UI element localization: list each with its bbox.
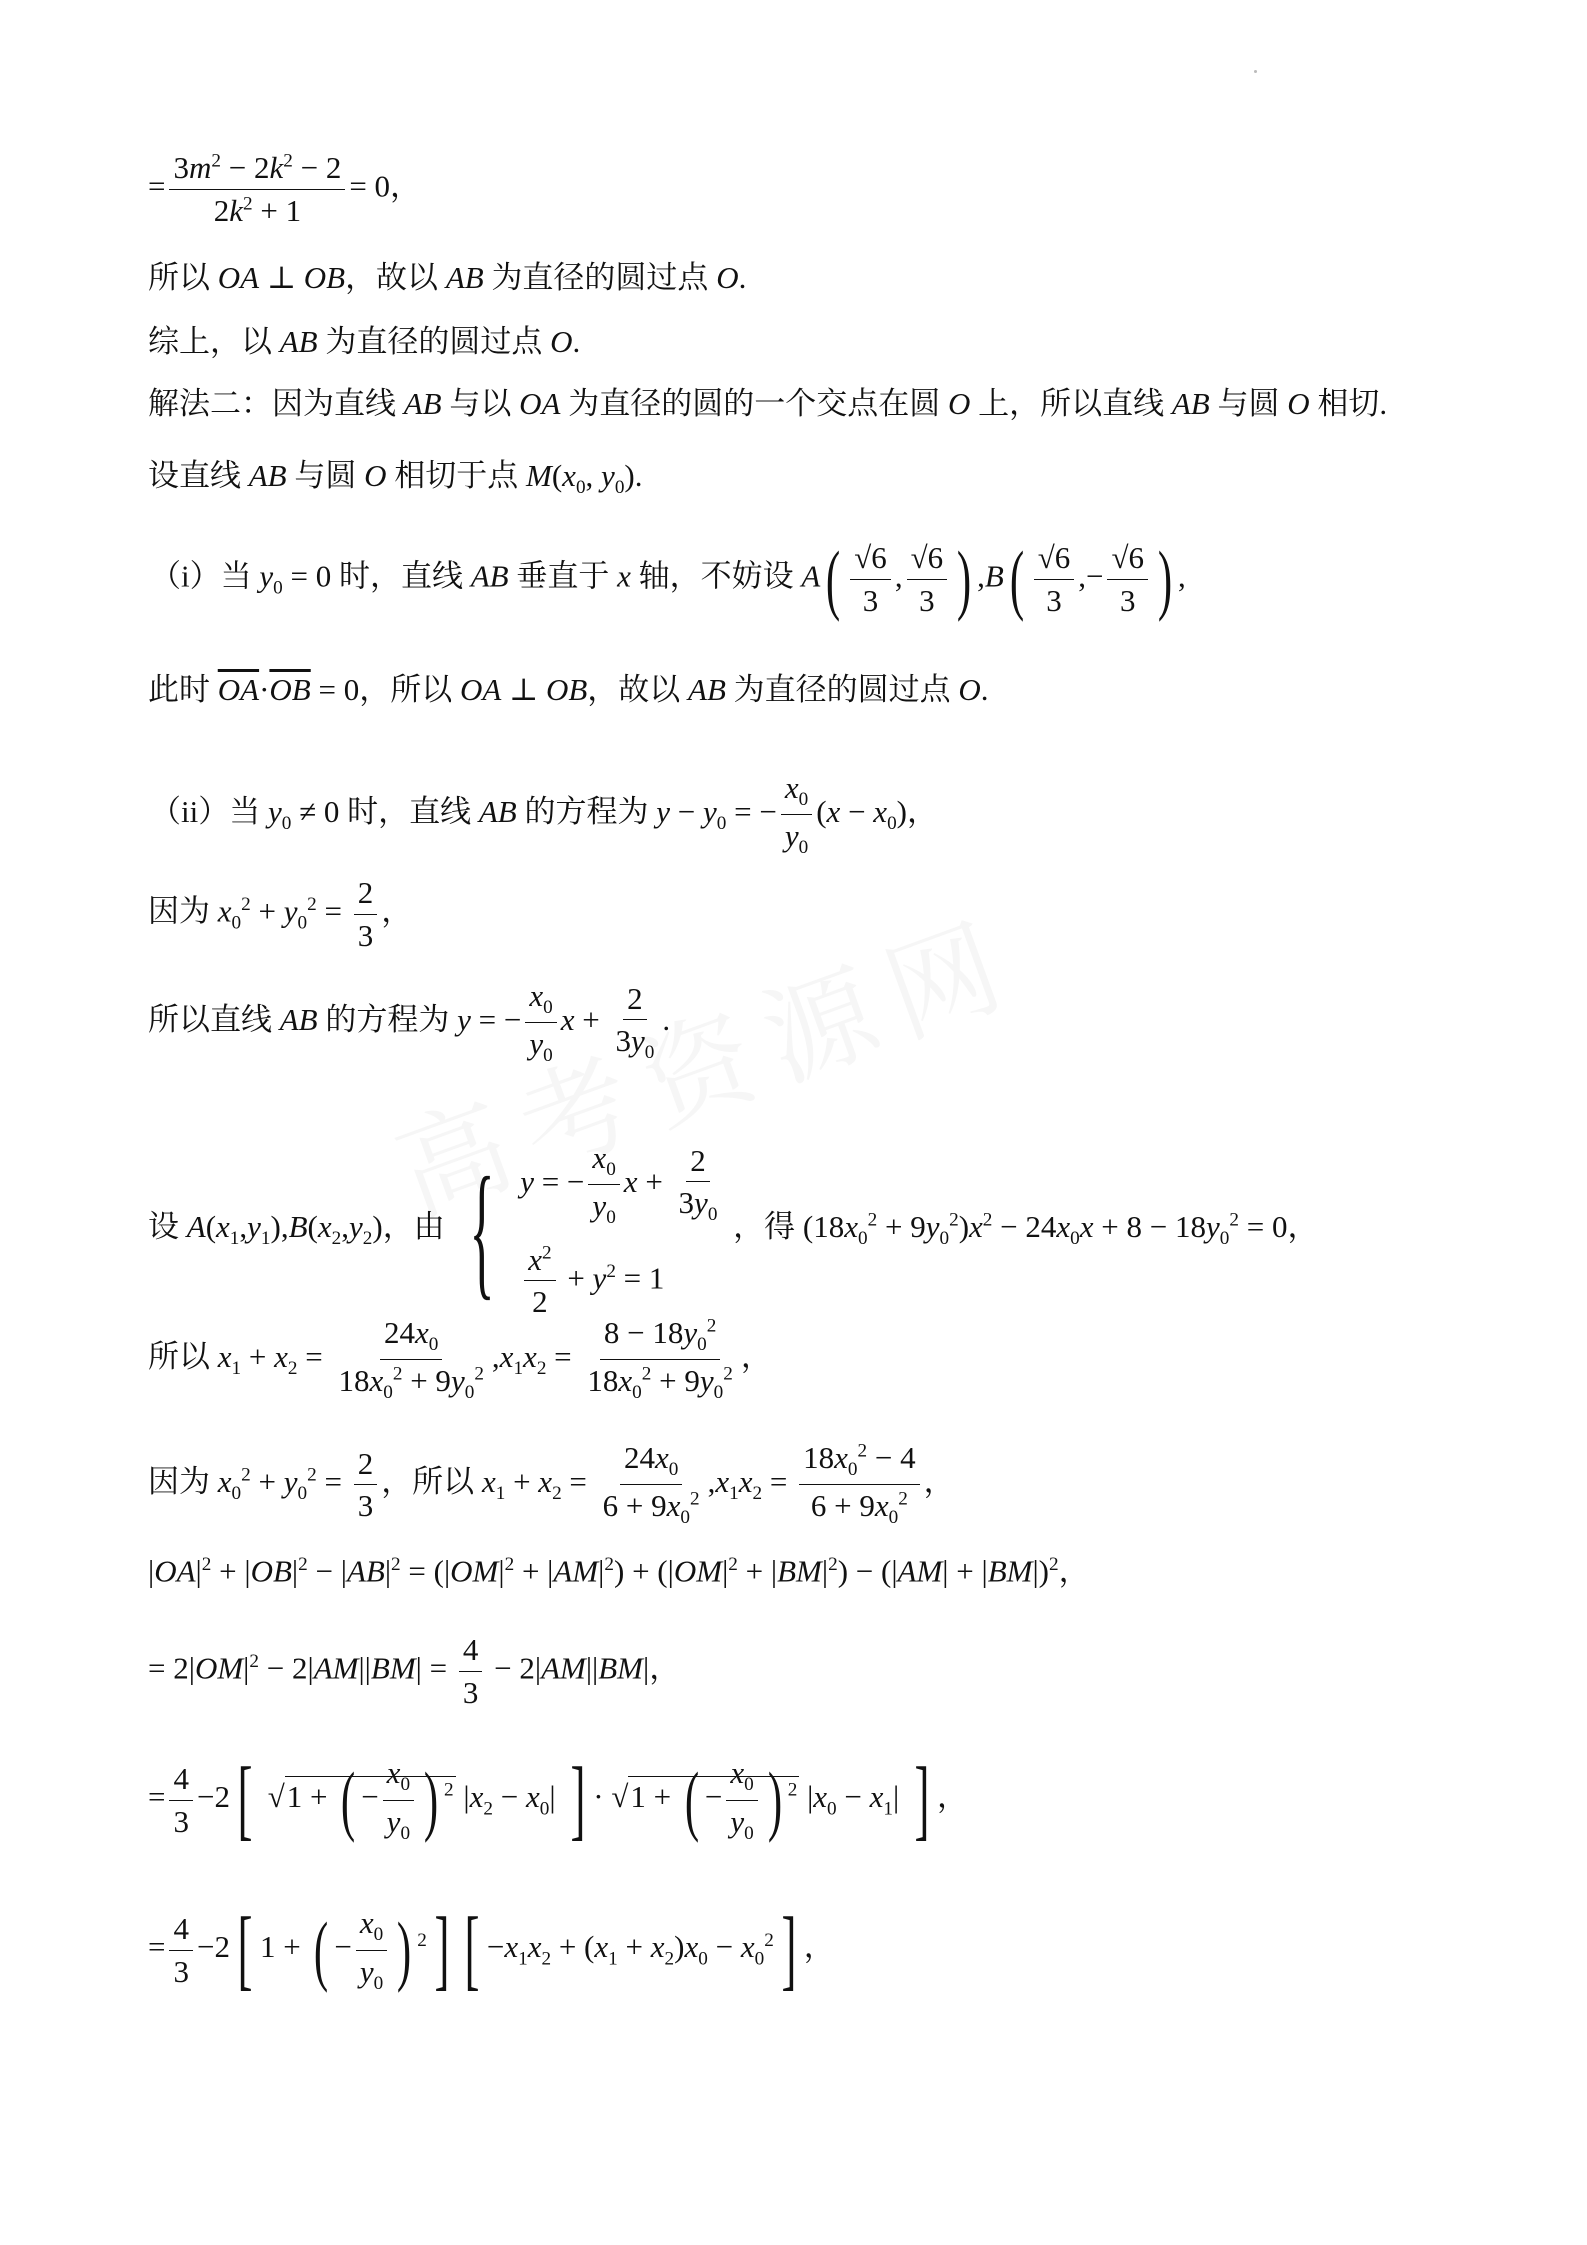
text-line-17: = $\frac{4}{3}$ −2[ 1 + ( − $\frac{x_0}{y_0}$ ) $^2$] [ $-x_1x_2 + (x_1 + x_2)x_0 - x_0^2$] ，	[148, 1900, 835, 1999]
text-line-9: 因为 $x_0^2 + y_0^2$ = $\frac{2}{3}$ ，	[148, 875, 413, 953]
fraction: $\frac{3m^2 - 2k^2 - 2}{2k^2 + 1}$	[169, 150, 345, 228]
equation-system: y = − $\frac{x_0}{y_0}$ x + $\frac{2}{3y_0}$ $\frac{x^2}{2}$ + $y^2 = 1$	[520, 1140, 718, 1320]
text-line-12: 所以 $x_1 + x_2$ = $\frac{24x_0}{18x_0^2 + 9y_0^2}$ $,x_1x_2$ = $\frac{8 - 18y_0^2}{18x_0^2 + 9y_0^2}$ ，	[148, 1315, 772, 1404]
text-line-15: = $2|OM|^2 - 2|AM||BM|$ = $\frac{4}{3}$ − 2|AM||BM|，	[148, 1632, 681, 1710]
text-line-7: 此时 $\overline{OA}\cdot\overline{OB} = 0$，所以 OA ⊥ OB，故以 AB 为直径的圆过点 O.	[148, 672, 989, 707]
system-line: 设 $A(x_1,y_1),B(x_2,y_2)$，由 { y = − $\frac{x_0}{y_0}$ x + $\frac{2}{3y_0}$ $\frac{x^2}{2}$ + $y^2 = 1$ ，得 $(18x_0^2 + 9y_0^2)x^2 - 24x_0x + 8 - 18y_0^2 = 0$，	[148, 1140, 1319, 1320]
equation-line-1: = $\frac{3m^2 - 2k^2 - 2}{2k^2 + 1}$ = 0，	[148, 150, 422, 228]
case-i-line: （i）当 $y_0 = 0$ 时，直线 AB 垂直于 x 轴，不妨设 A( $\frac{√6}{3}$ , $\frac{√6}{3}$ ) ,B( $\frac{√6}{3}$ ,− $\frac{√6}{3}$ ) ,	[150, 535, 1186, 623]
corner-dot	[1254, 70, 1257, 73]
text-line-5: 设直线 AB 与圆 O 相切于点 $M(x_0$, $y_0$).	[148, 458, 643, 499]
text-line-14: $|OA|^2 + |OB|^2 - |AB|^2 = (|OM|^2 + |AM|^2) + (|OM|^2 + |BM|^2) - (|AM| + |BM|)^2$，	[148, 1553, 1090, 1589]
case-ii-line: （ii）当 $y_0 \ne 0$ 时，直线 AB 的方程为 $y - y_0$ = − $\frac{x_0}{y_0}$ $(x - x_0)$，	[150, 770, 938, 859]
text-line-13: 因为 $x_0^2 + y_0^2$ = $\frac{2}{3}$ ，所以 $x_1 + x_2$ = $\frac{24x_0}{6 + 9x_0^2}$ $,x_1x_2$ = $\frac{18x_0^2 - 4}{6 + 9x_0^2}$ ，	[148, 1440, 955, 1529]
text-line-4: 解法二：因为直线 AB 与以 OA 为直径的圆的一个交点在圆 O 上，所以直线 AB 与圆 O 相切.	[148, 386, 1388, 421]
text-line-10: 所以直线 AB 的方程为 y = − $\frac{x_0}{y_0}$ x + $\frac{2}{3y_0}$ .	[148, 978, 671, 1067]
text-line-16: = $\frac{4}{3}$ −2[ √1 + ( − $\frac{x_0}{y_0}$ ) $^2$ $|x_2 - x_0|$ ] · √1 + ( − $\frac{x_0}{y_0}$ ) $^2$ $|x_0 - x_1|$ ] ，	[148, 1750, 968, 1849]
text-line-3: 综上，以 AB 为直径的圆过点 O.	[148, 324, 581, 359]
text-line-2: 所以 OA ⊥ OB，故以 AB 为直径的圆过点 O.	[148, 260, 747, 295]
